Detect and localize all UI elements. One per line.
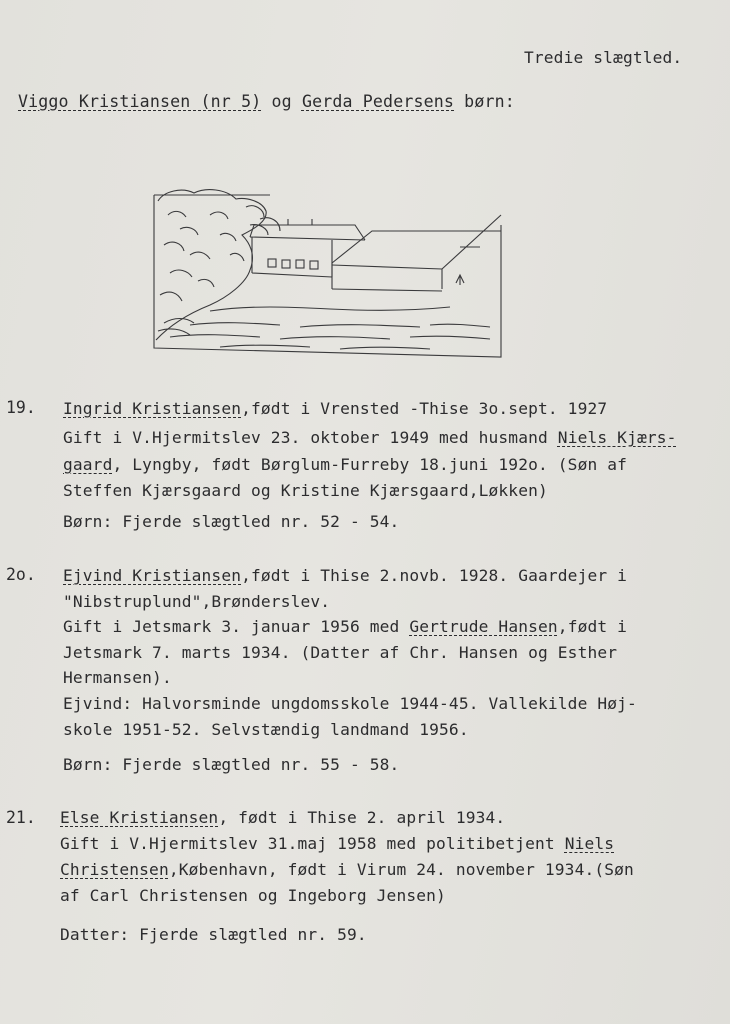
entry-line: Ejvind Kristiansen,født i Thise 2.novb. 1928. Gaardejer i <box>63 566 628 585</box>
entry-line: Steffen Kjærsgaard og Kristine Kjærsgaard,Løkken) <box>63 481 548 500</box>
entry-number: 21. <box>6 808 36 827</box>
entry-line: Gift i V.Hjermitslev 23. oktober 1949 med husmand Niels Kjærs- <box>63 428 677 447</box>
children-reference: Datter: Fjerde slægtled nr. 59. <box>60 925 367 944</box>
entry-line: Christensen,København, født i Virum 24. november 1934.(Søn <box>60 860 634 879</box>
title-father: Viggo Kristiansen (nr 5) <box>18 92 262 111</box>
farmhouse-drawing <box>150 185 505 360</box>
entry-number: 2o. <box>6 565 36 584</box>
title-children: børn: <box>454 92 515 111</box>
entry-line: af Carl Christensen og Ingeborg Jensen) <box>60 886 446 905</box>
children-reference: Børn: Fjerde slægtled nr. 55 - 58. <box>63 755 400 774</box>
entry-line: "Nibstruplund",Brønderslev. <box>63 592 331 611</box>
spouse-name: Christensen <box>60 860 169 879</box>
spouse-name: Niels <box>564 834 615 853</box>
title-and: og <box>261 92 302 111</box>
entry-line: Hermansen). <box>63 668 172 687</box>
person-name: Ingrid Kristiansen <box>63 399 242 418</box>
person-name: Ejvind Kristiansen <box>63 566 242 585</box>
entry-line: Ingrid Kristiansen,født i Vrensted -Thise 3o.sept. 1927 <box>63 399 608 418</box>
spouse-name: Niels Kjærs- <box>557 428 677 447</box>
page-header <box>524 48 682 67</box>
entry-line: skole 1951-52. Selvstændig landmand 1956. <box>63 720 469 739</box>
person-name: Else Kristiansen <box>60 808 219 827</box>
entry-line: Else Kristiansen, født i Thise 2. april 1934. <box>60 808 506 827</box>
entry-line: Gift i V.Hjermitslev 31.maj 1958 med politibetjent Niels <box>60 834 615 853</box>
entry-number: 19. <box>6 398 36 417</box>
title-mother: Gerda Pedersens <box>301 92 455 111</box>
page-title <box>18 92 515 111</box>
entry-line: Jetsmark 7. marts 1934. (Datter af Chr. Hansen og Esther <box>63 643 618 662</box>
generation-label: Tredie slægtled. <box>524 48 683 67</box>
entry-line: gaard, Lyngby, født Børglum-Furreby 18.juni 192o. (Søn af <box>63 455 628 474</box>
children-reference: Børn: Fjerde slægtled nr. 52 - 54. <box>63 512 400 531</box>
spouse-name: gaard <box>63 455 113 474</box>
entry-line: Gift i Jetsmark 3. januar 1956 med Gertrude Hansen,født i <box>63 617 628 636</box>
spouse-name: Gertrude Hansen <box>409 617 558 636</box>
entry-line: Ejvind: Halvorsminde ungdomsskole 1944-45. Vallekilde Høj- <box>63 694 637 713</box>
